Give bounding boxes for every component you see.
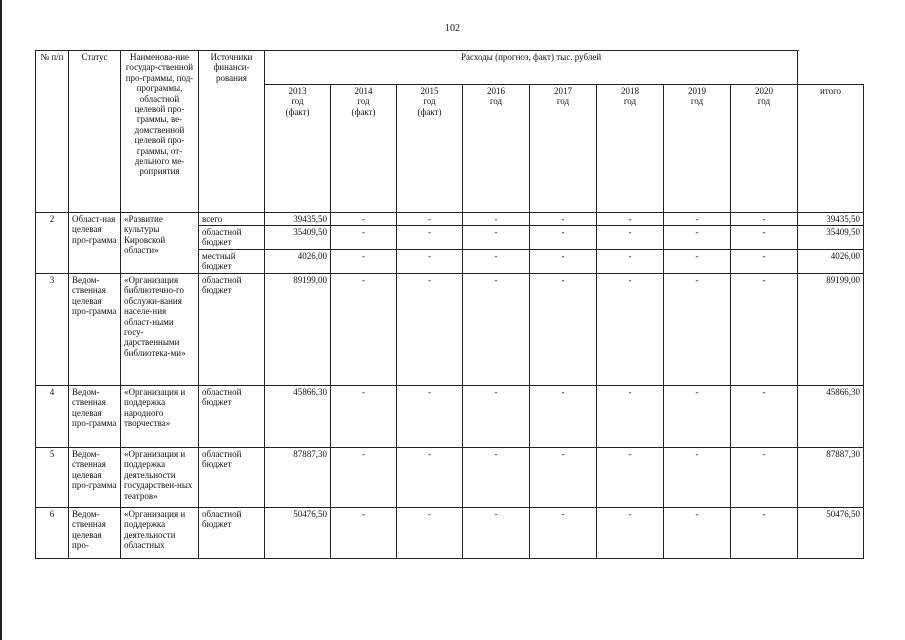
cell-2015: - (397, 508, 463, 559)
cell-2018: - (597, 386, 664, 448)
header-name: Наименова-ние государ-ственной про-граммы, под-программы, областной целевой про-граммы, ве-домственной целевой про-граммы, от-дельного ме-роприятия (121, 51, 199, 213)
cell-2014: - (331, 448, 397, 508)
table-row (36, 508, 864, 559)
row-source: областной бюджет (199, 448, 265, 508)
table-row (36, 274, 864, 386)
row-status: Област-ная целевая про-грамма (69, 213, 121, 274)
table-row (36, 386, 864, 448)
header-year-2018: 2018 год (597, 85, 664, 213)
cell-2015: - (397, 250, 463, 274)
row-name: «Организация библиотечно-го обслужи-вания населе-ния област-ными госу-дарственными библиотека-ми» (121, 274, 199, 386)
cell-2020: - (731, 448, 798, 508)
cell-2016: - (463, 274, 530, 386)
cell-2015: - (397, 213, 463, 226)
cell-2020: - (731, 213, 798, 226)
table-header (36, 51, 864, 213)
cell-2016: - (463, 508, 530, 559)
cell-total: 50476,50 (798, 508, 864, 559)
row-source: областной бюджет (199, 274, 265, 386)
header-expenses: Расходы (прогноз, факт) тыс. рублей (265, 51, 798, 85)
cell-2015: - (397, 386, 463, 448)
header-num: № п/п (36, 51, 69, 213)
header-status: Статус (69, 51, 121, 213)
cell-2017: - (530, 213, 597, 226)
page-edge-line (0, 0, 2, 640)
row-status: Ведом-ственная целевая про- (69, 508, 121, 559)
cell-2019: - (664, 226, 731, 250)
cell-2016: - (463, 213, 530, 226)
row-name: «Организация и поддержка народного творчества» (121, 386, 199, 448)
cell-total: 89199,00 (798, 274, 864, 386)
cell-2018: - (597, 448, 664, 508)
cell-2017: - (530, 386, 597, 448)
cell-2019: - (664, 213, 731, 226)
cell-2018: - (597, 226, 664, 250)
cell-2016: - (463, 448, 530, 508)
header-year-2016: 2016 год (463, 85, 530, 213)
cell-2016: - (463, 386, 530, 448)
header-year-2014: 2014 год (факт) (331, 85, 397, 213)
cell-2020: - (731, 250, 798, 274)
table-row (36, 213, 864, 226)
header-year-2017: 2017 год (530, 85, 597, 213)
row-num: 2 (36, 213, 69, 274)
cell-2014: - (331, 508, 397, 559)
cell-2016: - (463, 250, 530, 274)
header-year-2015: 2015 год (факт) (397, 85, 463, 213)
cell-2014: - (331, 386, 397, 448)
row-num: 5 (36, 448, 69, 508)
row-source: местный бюджет (199, 250, 265, 274)
cell-2018: - (597, 274, 664, 386)
row-status: Ведом-ственная целевая про-грамма (69, 274, 121, 386)
cell-2017: - (530, 508, 597, 559)
cell-2019: - (664, 274, 731, 386)
cell-total: 39435,50 (798, 213, 864, 226)
cell-2018: - (597, 508, 664, 559)
page-number: 102 (445, 23, 460, 34)
row-source: областной бюджет (199, 508, 265, 559)
header-year-2019: 2019 год (664, 85, 731, 213)
cell-total: 87887,30 (798, 448, 864, 508)
cell-2013: 50476,50 (265, 508, 331, 559)
cell-2013: 4026,00 (265, 250, 331, 274)
cell-2019: - (664, 250, 731, 274)
cell-2016: - (463, 226, 530, 250)
cell-2017: - (530, 448, 597, 508)
table-row (36, 448, 864, 508)
cell-2020: - (731, 508, 798, 559)
row-name: «Организация и поддержка деятельности государствен-ных театров» (121, 448, 199, 508)
cell-2020: - (731, 274, 798, 386)
row-name: «Организация и поддержка деятельности областных (121, 508, 199, 559)
header-total: итого (798, 85, 864, 213)
cell-2020: - (731, 226, 798, 250)
row-source: областной бюджет (199, 226, 265, 250)
cell-2019: - (664, 508, 731, 559)
header-year-2013: 2013 год (факт) (265, 85, 331, 213)
cell-2014: - (331, 250, 397, 274)
cell-2017: - (530, 226, 597, 250)
cell-2017: - (530, 274, 597, 386)
cell-total: 45866,30 (798, 386, 864, 448)
row-name: «Развитие культуры Кировской области» (121, 213, 199, 274)
cell-2014: - (331, 226, 397, 250)
cell-2017: - (530, 250, 597, 274)
cell-2013: 89199,00 (265, 274, 331, 386)
cell-2014: - (331, 274, 397, 386)
header-source: Источники финанси-рования (199, 51, 265, 213)
cell-2013: 39435,50 (265, 213, 331, 226)
cell-2013: 87887,30 (265, 448, 331, 508)
cell-2015: - (397, 226, 463, 250)
cell-2019: - (664, 386, 731, 448)
cell-2018: - (597, 213, 664, 226)
cell-total: 35409,50 (798, 226, 864, 250)
row-status: Ведом-ственная целевая про-грамма (69, 448, 121, 508)
cell-2015: - (397, 448, 463, 508)
cell-total: 4026,00 (798, 250, 864, 274)
row-num: 3 (36, 274, 69, 386)
cell-2019: - (664, 448, 731, 508)
budget-table (35, 50, 864, 559)
row-status: Ведом-ственная целевая про-грамма (69, 386, 121, 448)
cell-2015: - (397, 274, 463, 386)
cell-2014: - (331, 213, 397, 226)
row-num: 6 (36, 508, 69, 559)
cell-2013: 35409,50 (265, 226, 331, 250)
cell-2020: - (731, 386, 798, 448)
header-year-2020: 2020 год (731, 85, 798, 213)
cell-2018: - (597, 250, 664, 274)
cell-2013: 45866,30 (265, 386, 331, 448)
row-source: всего (199, 213, 265, 226)
row-source: областной бюджет (199, 386, 265, 448)
row-num: 4 (36, 386, 69, 448)
